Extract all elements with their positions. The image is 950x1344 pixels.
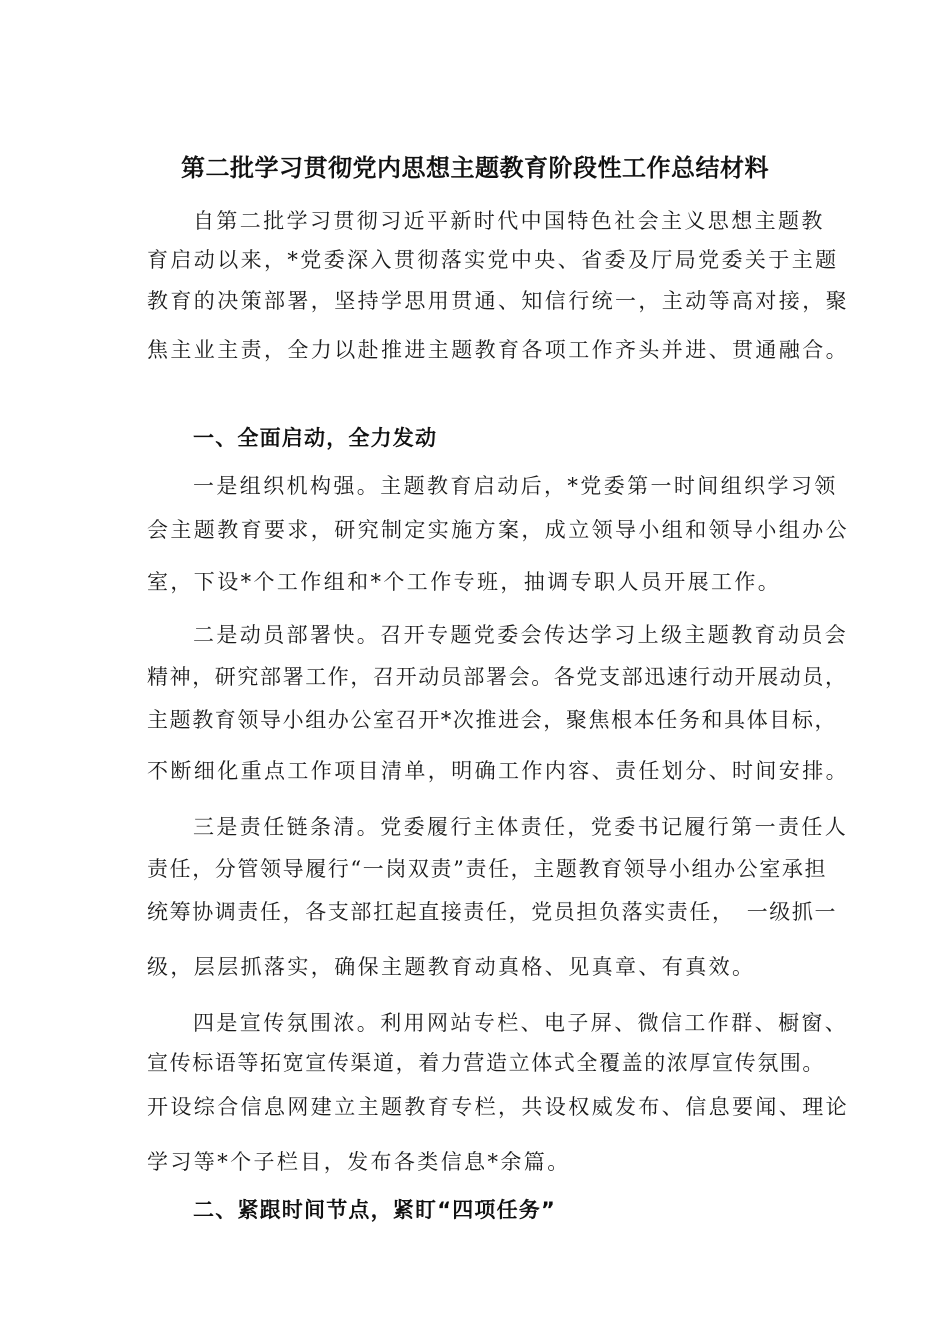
paragraph-line: 二是动员部署快。召开专题党委会传达学习上级主题教育动员会	[193, 623, 849, 647]
paragraph-line: 级，层层抓落实，确保主题教育动真格、见真章、有真效。	[147, 955, 756, 979]
document-title: 第二批学习贯彻党内思想主题教育阶段性工作总结材料	[181, 154, 769, 182]
paragraph-line: 一是组织机构强。主题教育启动后，*党委第一时间组织学习领	[193, 474, 838, 498]
paragraph-line: 开设综合信息网建立主题教育专栏，共设权威发布、信息要闻、理论	[147, 1095, 849, 1119]
paragraph-line: 会主题教育要求，研究制定实施方案，成立领导小组和领导小组办公	[147, 518, 849, 542]
paragraph-line: 四是宣传氛围浓。利用网站专栏、电子屏、微信工作群、橱窗、	[193, 1011, 849, 1035]
paragraph-line: 宣传标语等拓宽宣传渠道，着力营造立体式全覆盖的浓厚宣传氛围。	[147, 1051, 825, 1075]
section-heading-2: 二、紧跟时间节点，紧盯“四项任务”	[193, 1198, 557, 1222]
intro-line: 焦主业主责，全力以赴推进主题教育各项工作齐头并进、贯通融合。	[147, 338, 849, 362]
paragraph-line: 主题教育领导小组办公室召开*次推进会，聚焦根本任务和具体目标，	[147, 708, 838, 732]
paragraph-line: 室，下设*个工作组和*个工作专班，抽调专职人员开展工作。	[147, 570, 782, 594]
paragraph-line: 不断细化重点工作项目清单，明确工作内容、责任划分、时间安排。	[147, 759, 849, 783]
paragraph-line: 统筹协调责任，各支部扛起直接责任，党员担负落实责任， 一级抓一	[147, 900, 838, 924]
intro-line: 自第二批学习贯彻习近平新时代中国特色社会主义思想主题教	[193, 209, 825, 233]
paragraph-line: 三是责任链条清。党委履行主体责任，党委书记履行第一责任人	[193, 815, 849, 839]
section-heading-1: 一、全面启动，全力发动	[193, 426, 438, 450]
intro-line: 育启动以来，*党委深入贯彻落实党中央、省委及厅局党委关于主题	[147, 248, 839, 272]
intro-line: 教育的决策部署，坚持学思用贯通、知信行统一，主动等高对接，聚	[147, 289, 849, 313]
paragraph-line: 精神，研究部署工作，召开动员部署会。各党支部迅速行动开展动员，	[147, 665, 848, 689]
paragraph-line: 学习等*个子栏目，发布各类信息*余篇。	[147, 1150, 571, 1174]
paragraph-line: 责任，分管领导履行“一岗双责”责任，主题教育领导小组办公室承担	[147, 857, 828, 881]
